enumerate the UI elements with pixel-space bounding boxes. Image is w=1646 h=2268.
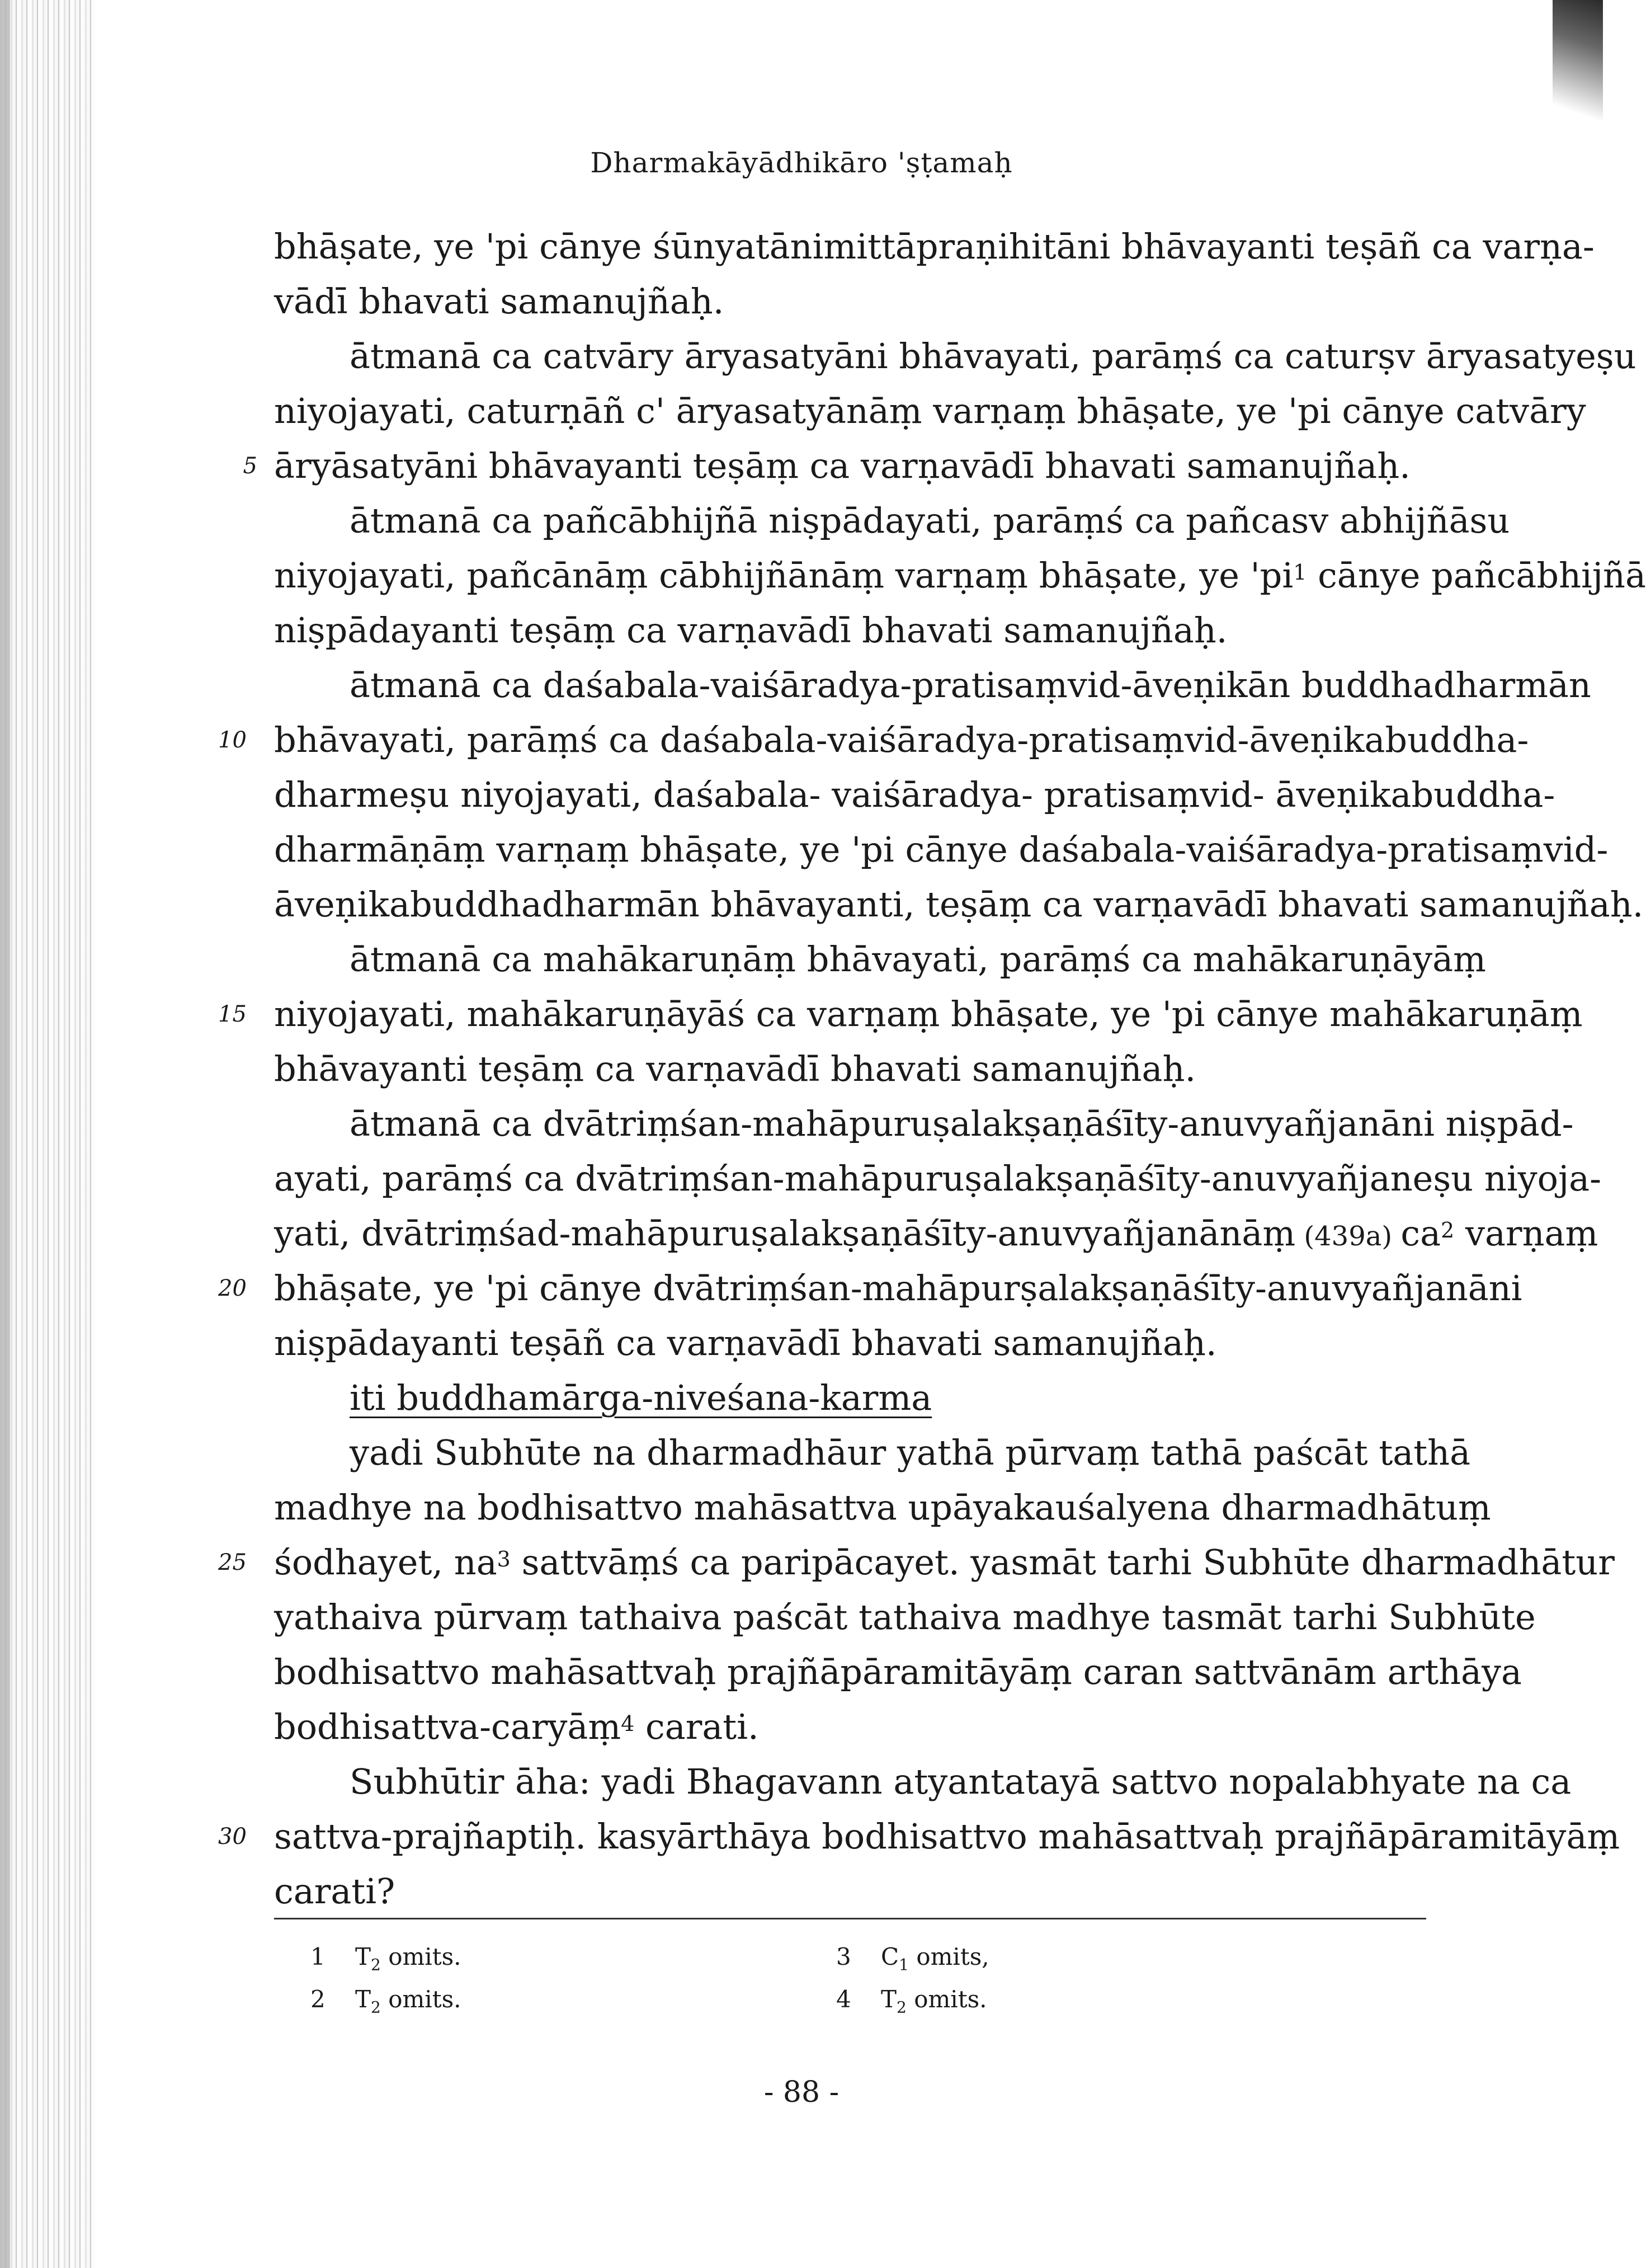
footnote-ref: 1: [1293, 560, 1307, 585]
text-line: [274, 1316, 1426, 1371]
line-number: 20: [218, 1276, 247, 1301]
line-text: ātmanā ca pañcābhijñā niṣpādayati, parāṃś ca pañcasv abhijñāsu: [350, 500, 1510, 541]
line-text: āveṇikabuddhadharmān bhāvayanti, teṣāṃ ca varṇavādī bhavati samanujñaḥ.: [274, 884, 1644, 925]
line-text: dharmeṣu niyojayati, daśabala- vaiśāradya- pratisaṃvid- āveṇikabuddha-: [274, 774, 1555, 815]
line-text: carati?: [274, 1871, 395, 1912]
line-text: ayati, parāṃś ca dvātriṃśan-mahāpuruṣalakṣaṇāśīty-anuvyañjaneṣu niyoja-: [274, 1158, 1602, 1199]
text-line: [274, 1590, 1536, 1645]
line-text-cont: varṇaṃ: [1454, 1213, 1598, 1254]
running-header: Dharmakāyādhikāro 'ṣṭamaḥ: [590, 147, 1013, 179]
text-line: [274, 1042, 1426, 1097]
line-text: ātmanā ca dvātriṃśan-mahāpuruṣalakṣaṇāśīty-anuvyañjanāni niṣpād-: [350, 1103, 1574, 1144]
line-text: śodhayet, na: [274, 1542, 497, 1583]
footnote-2: 2 $T_2$ omits.: [310, 1985, 461, 2017]
line-text: bhāvayanti teṣāṃ ca varṇavādī bhavati samanujñaḥ.: [274, 1048, 1196, 1089]
line-text: Subhūtir āha: yadi Bhagavann atyantatayā sattvo nopalabhyate na ca: [350, 1761, 1572, 1802]
footnote-ref: 3: [497, 1547, 511, 1571]
text-line: [274, 329, 1636, 384]
line-text: niṣpādayanti teṣāñ ca varṇavādī bhavati samanujñaḥ.: [274, 1323, 1217, 1363]
line-number: 30: [218, 1824, 247, 1850]
footnote-ref: 2: [1441, 1218, 1455, 1243]
text-line: [218, 1261, 1522, 1316]
line-text: madhye na bodhisattvo mahāsattva upāyakauśalyena dharmadhātuṃ: [274, 1487, 1491, 1528]
text-line: [274, 1097, 1574, 1151]
text-line: [218, 987, 1583, 1042]
footnote-4: 4 $T_2$ omits.: [836, 1985, 987, 2017]
page-number: - 88 -: [763, 2076, 839, 2109]
line-text: bhāṣate, ye 'pi cānye dvātriṃśan-mahāpurṣalakṣaṇāśīty-anuvyañjanāni: [274, 1268, 1522, 1309]
line-text: niyojayati, caturṇāñ c' āryasatyānāṃ varṇaṃ bhāṣate, ye 'pi cānye catvāry: [274, 390, 1586, 431]
text-line: [274, 219, 1595, 274]
text-line: [274, 1425, 1471, 1480]
line-number: 15: [218, 1001, 247, 1027]
line-text: dharmāṇāṃ varṇaṃ bhāṣate, ye 'pi cānye daśabala-vaiśāradya-pratisaṃvid-: [274, 829, 1609, 870]
line-text: iti buddhamārga-niveśana-karma: [350, 1377, 932, 1418]
text-line: [274, 877, 1644, 932]
line-text: āryāsatyāni bhāvayanti teṣāṃ ca varṇavādī bhavati samanujñaḥ.: [274, 445, 1411, 486]
line-text: vādī bhavati samanujñaḥ.: [274, 281, 724, 322]
line-text: ātmanā ca catvāry āryasatyāni bhāvayati, parāṃś ca caturṣv āryasatyeṣu: [350, 336, 1636, 377]
line-text-cont: cānye pañcābhijñā: [1307, 555, 1646, 596]
text-line: [274, 1151, 1602, 1206]
line-text: yadi Subhūte na dharmadhāur yathā pūrvaṃ tathā paścāt tathā: [350, 1432, 1471, 1473]
line-text: niyojayati, mahākaruṇāyāś ca varṇaṃ bhāṣate, ye 'pi cānye mahākaruṇāṃ: [274, 994, 1583, 1034]
footnote-ref: 4: [621, 1711, 635, 1736]
text-line: [274, 768, 1555, 822]
line-text-cont: sattvāṃś ca paripācayet. yasmāt tarhi Subhūte dharmadhātur: [510, 1542, 1615, 1583]
text-line: [274, 1754, 1572, 1809]
scan-binding-edge: [0, 0, 95, 2268]
text-line: [274, 274, 1426, 329]
text-line: [274, 658, 1591, 713]
text-line: [274, 384, 1586, 439]
text-line: [218, 713, 1529, 768]
line-text: niyojayati, pañcānāṃ cābhijñānāṃ varṇaṃ bhāṣate, ye 'pi: [274, 555, 1294, 596]
footnote-3: 3 $C_1$ omits,: [836, 1943, 989, 1974]
scan-corner-shadow: [1553, 0, 1603, 145]
text-line: [218, 1535, 1615, 1590]
line-text: ātmanā ca daśabala-vaiśāradya-pratisaṃvid-āveṇikān buddhadharmān: [350, 665, 1591, 705]
text-line: [274, 932, 1486, 987]
line-text: bhāvayati, parāṃś ca daśabala-vaiśāradya-pratisaṃvid-āveṇikabuddha-: [274, 719, 1529, 760]
text-line: [274, 1480, 1491, 1535]
line-text: yathaiva pūrvaṃ tathaiva paścāt tathaiva madhye tasmāt tarhi Subhūte: [274, 1597, 1536, 1638]
text-line: [218, 1809, 1620, 1864]
line-number: 5: [243, 453, 257, 479]
folio-marker: (439a): [1295, 1221, 1401, 1252]
line-text: bhāṣate, ye 'pi cānye śūnyatānimittāpraṇihitāni bhāvayanti teṣāñ ca varṇa-: [274, 226, 1595, 267]
text-line: [274, 548, 1646, 603]
text-line: [274, 1645, 1522, 1700]
line-text: niṣpādayanti teṣāṃ ca varṇavādī bhavati samanujñaḥ.: [274, 610, 1228, 651]
line-text-cont: ca: [1400, 1213, 1441, 1254]
text-line: [274, 1371, 1426, 1425]
line-text: sattva-prajñaptiḥ. kasyārthāya bodhisattvo mahāsattvaḥ prajñāpāramitāyāṃ: [274, 1816, 1620, 1857]
text-line: [274, 493, 1510, 548]
text-line: [243, 439, 1426, 493]
line-number: 25: [218, 1550, 247, 1575]
footnote-1: 1 $T_2$ omits.: [310, 1943, 461, 1974]
text-line: [274, 822, 1609, 877]
text-line: [274, 1864, 1426, 1919]
line-text: ātmanā ca mahākaruṇāṃ bhāvayati, parāṃś ca mahākaruṇāyāṃ: [350, 939, 1486, 980]
text-line: [274, 603, 1426, 658]
line-text-cont: carati.: [634, 1706, 759, 1747]
text-line: [274, 1206, 1598, 1261]
line-text: yati, dvātriṃśad-mahāpuruṣalakṣaṇāśīty-anuvyañjanānāṃ: [274, 1213, 1296, 1254]
text-line: [274, 1700, 1426, 1754]
line-text: bodhisattva-caryāṃ: [274, 1706, 621, 1747]
main-text: [218, 219, 1646, 1919]
line-text: bodhisattvo mahāsattvaḥ prajñāpāramitāyāṃ caran sattvānām arthāya: [274, 1651, 1522, 1692]
footnote-separator: [274, 1918, 1426, 1919]
line-number: 10: [218, 727, 247, 753]
